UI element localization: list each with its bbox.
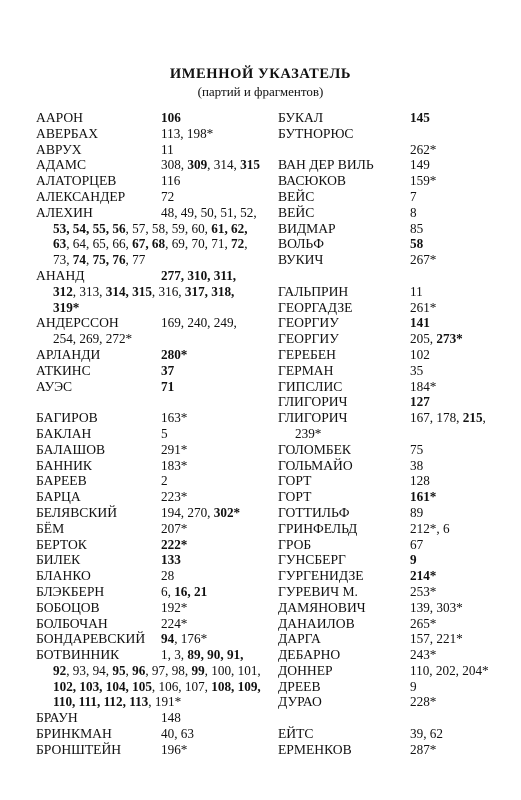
page-ref: 184*	[410, 378, 437, 394]
player-name: БРИНКМАН	[36, 726, 112, 742]
player-name: ААРОН	[36, 110, 83, 125]
index-entry	[36, 631, 261, 647]
page-ref: 39, 62	[410, 726, 443, 742]
page-ref: , 239*	[295, 410, 486, 441]
index-entry	[278, 584, 498, 600]
player-name: БРОНШТЕЙН	[36, 741, 122, 757]
page-ref-bold: 314, 315	[105, 283, 152, 299]
player-name: ГУРГЕНИДЗЕ	[278, 568, 364, 584]
player-name: ГОРТ	[278, 473, 312, 489]
player-name: БАРЦА	[36, 489, 81, 505]
page-ref: 11	[161, 141, 174, 157]
player-name: ГЕОРГАДЗЕ	[278, 299, 353, 315]
player-name: ВУКИЧ	[278, 252, 324, 268]
page-ref: 72	[161, 188, 175, 204]
page-ref: , 97, 98,	[145, 662, 192, 678]
page-ref: 228*	[410, 694, 437, 710]
index-entry	[278, 726, 498, 742]
player-name: АНДЕРССОН	[36, 315, 119, 331]
index-entry	[278, 505, 498, 521]
page-ref: 8	[410, 204, 417, 220]
page-ref: 102	[410, 346, 430, 362]
index-entry	[278, 189, 498, 205]
index-entry	[278, 742, 498, 758]
player-name: ГЕОРГИУ	[278, 315, 339, 331]
page-ref: 159*	[410, 173, 437, 189]
index-entry	[278, 537, 498, 553]
player-name: ДАНАИЛОВ	[278, 615, 355, 631]
page-ref-bold: 161*	[410, 489, 437, 505]
page-ref-bold: 9	[410, 552, 417, 568]
index-entry	[36, 189, 261, 205]
page-ref-bold: 53, 54, 55, 56	[53, 220, 126, 236]
player-name: АУЭС	[36, 378, 73, 394]
page-ref: 89	[410, 504, 424, 520]
page-ref-bold: 96	[132, 662, 146, 678]
index-entry	[36, 552, 261, 568]
page-ref: 149	[410, 157, 430, 173]
player-name: БИЛЕК	[36, 552, 81, 568]
index-group-gap	[36, 394, 261, 410]
page-ref: 85	[410, 220, 424, 236]
page-ref: 167, 178,	[410, 410, 463, 426]
player-name: ЕРМЕНКОВ	[278, 741, 352, 757]
page-ref: , 106, 107,	[151, 678, 212, 694]
index-entry	[278, 236, 498, 252]
index-entry	[278, 110, 498, 126]
player-name: ГЛИГОРИЧ	[278, 410, 348, 426]
index-entry	[278, 300, 498, 316]
index-entry	[36, 347, 261, 363]
player-name: БЛАНКО	[36, 568, 91, 584]
page-ref: , 69, 70, 71,	[165, 236, 232, 252]
page-ref: 11	[410, 283, 423, 299]
index-entry	[36, 710, 261, 726]
page-ref: 48, 49, 50, 51, 52,	[161, 204, 257, 220]
page-ref: 7	[410, 188, 417, 204]
page-ref: 291*	[161, 441, 188, 457]
page-ref: 67	[410, 536, 424, 552]
page-ref: 75	[410, 441, 424, 457]
player-name: ЕЙТС	[278, 726, 314, 742]
page-ref: ,	[85, 252, 93, 268]
page-ref: 287*	[410, 741, 437, 757]
page-ref-bold: 37	[161, 362, 175, 378]
player-name: ГОЛЬМАЙО	[278, 457, 353, 473]
index-entry	[278, 489, 498, 505]
page-ref-bold: 277, 310, 311, 312	[53, 267, 237, 299]
index-entry	[278, 252, 498, 268]
page-ref: 110, 202, 204*	[410, 662, 489, 678]
index-group-gap	[278, 268, 498, 284]
index-entry	[278, 600, 498, 616]
player-name: БОНДАРЕВСКИЙ	[36, 631, 146, 647]
page-ref-bold: 102, 103, 104, 105	[53, 678, 152, 694]
page-ref: 267*	[410, 252, 437, 268]
index-entry	[278, 394, 498, 410]
page-ref-bold: 16, 21	[174, 583, 208, 599]
page-ref: 35	[410, 362, 424, 378]
index-entry	[36, 315, 261, 347]
page-ref-bold: 133	[161, 552, 181, 568]
index-entry	[36, 426, 261, 442]
page-ref-bold: 317, 318, 319*	[53, 283, 235, 315]
index-title: ИМЕННОЙ УКАЗАТЕЛЬ	[169, 66, 352, 82]
player-name: ДОННЕР	[278, 662, 333, 678]
page-ref: 148	[161, 710, 181, 726]
index-entry	[36, 473, 261, 489]
index-entry	[36, 647, 261, 710]
player-name: ВИДМАР	[278, 220, 336, 236]
index-entry	[278, 205, 498, 221]
player-name: ГОЛОМБЕК	[278, 441, 351, 457]
page-ref: 5	[161, 425, 168, 441]
index-entry	[36, 126, 261, 142]
player-name: ДАРГА	[278, 631, 321, 647]
index-entry	[36, 157, 261, 173]
index-entry	[278, 552, 498, 568]
player-name: ГИПСЛИС	[278, 378, 343, 394]
index-entry	[36, 268, 261, 315]
player-name: ГЕРМАН	[278, 362, 334, 378]
index-entry	[278, 631, 498, 647]
page-ref-bold: 58	[410, 236, 424, 252]
page-ref-bold: 71	[161, 378, 175, 394]
page-ref: 9	[410, 678, 417, 694]
page-ref: 265*	[410, 615, 437, 631]
index-entry	[278, 647, 498, 663]
page-ref: 6,	[161, 583, 175, 599]
index-entry	[278, 679, 498, 695]
player-name: ГУНСБЕРГ	[278, 552, 346, 568]
player-name: ДЕБАРНО	[278, 647, 341, 663]
player-name: ГАЛЬПРИН	[278, 283, 349, 299]
page-ref: 194, 270,	[161, 504, 214, 520]
page-ref: 205,	[410, 331, 437, 347]
page-ref: , 64, 65, 66,	[66, 236, 133, 252]
page-ref: 163*	[161, 410, 188, 426]
index-entry	[278, 173, 498, 189]
index-entry	[278, 616, 498, 632]
page-ref-bold: 72	[231, 236, 245, 252]
index-entry	[36, 521, 261, 537]
index-entry	[36, 205, 261, 268]
player-name: ДРЕЕВ	[278, 678, 321, 694]
index-entry	[278, 410, 498, 442]
page-ref-bold: 94	[161, 631, 175, 647]
player-name: БАЛАШОВ	[36, 441, 106, 457]
index-entry	[36, 442, 261, 458]
page-ref: , 313,	[72, 283, 106, 299]
page-ref-bold: 67, 68	[132, 236, 166, 252]
page-ref: 2	[161, 473, 168, 489]
index-entry	[278, 347, 498, 363]
page-ref: 207*	[161, 520, 188, 536]
page-ref-bold: 95	[112, 662, 126, 678]
page-ref-bold: 75, 76	[92, 252, 126, 268]
page-ref: 183*	[161, 457, 188, 473]
player-name: БАКЛАН	[36, 425, 92, 441]
index-entry	[278, 473, 498, 489]
page-ref: , 77	[125, 252, 146, 268]
index-entry	[36, 410, 261, 426]
page-ref: 308,	[161, 157, 188, 173]
player-name: ГУРЕВИЧ М.	[278, 583, 358, 599]
player-name: АДАМС	[36, 157, 87, 173]
index-entry	[278, 379, 498, 395]
page-ref: 261*	[410, 299, 437, 315]
page-ref-bold: 222*	[161, 536, 188, 552]
page-ref: , 191*	[148, 694, 182, 710]
index-entry	[36, 537, 261, 553]
page-ref: , 73,	[53, 236, 248, 268]
player-name: БРАУН	[36, 710, 78, 726]
index-entry	[278, 458, 498, 474]
page-ref: 223*	[161, 489, 188, 505]
index-entry	[36, 173, 261, 189]
page-ref: 169, 240, 249, 254, 269, 272*	[53, 315, 237, 347]
player-name: БЕЛЯВСКИЙ	[36, 504, 118, 520]
page-ref: 196*	[161, 741, 188, 757]
player-name: ГЛИГОРИЧ	[278, 394, 348, 410]
page-ref-bold: 106	[161, 110, 181, 125]
page-ref-bold: 89, 90, 91, 92	[53, 647, 244, 678]
player-name: БЛЭКБЕРН	[36, 583, 105, 599]
player-name: ГРИНФЕЛЬД	[278, 520, 358, 536]
index-entry	[36, 489, 261, 505]
index-entry	[36, 379, 261, 395]
player-name: ВЕЙС	[278, 204, 315, 220]
player-name: БАННИК	[36, 457, 92, 473]
index-entry	[36, 616, 261, 632]
index-entry	[278, 157, 498, 173]
page-ref: 139, 303*	[410, 599, 463, 615]
page-ref: 128	[410, 473, 430, 489]
page-ref-bold: 315	[240, 157, 260, 173]
index-subtitle: (партий и фрагментов)	[197, 84, 324, 99]
page-ref-bold: 108, 109, 110, 111, 112, 113	[53, 678, 261, 710]
page-ref: 243*	[410, 647, 437, 663]
player-name: ВОЛЬФ	[278, 236, 324, 252]
page-ref-bold: 99	[191, 662, 205, 678]
player-name: БОЛБОЧАН	[36, 615, 108, 631]
player-name: БАРЕЕВ	[36, 473, 87, 489]
index-entry	[278, 363, 498, 379]
player-name: ВАН ДЕР ВИЛЬ	[278, 157, 374, 173]
index-entry	[36, 600, 261, 616]
index-entry	[36, 142, 261, 158]
index-entry	[36, 568, 261, 584]
page-ref: , 314,	[207, 157, 241, 173]
page-ref: ,	[125, 662, 133, 678]
page-ref: 40, 63	[161, 726, 194, 742]
index-entry	[36, 363, 261, 379]
player-name: АНАНД	[36, 267, 85, 283]
player-name: БЕРТОК	[36, 536, 87, 552]
player-name: ДУРАО	[278, 694, 322, 710]
page-ref-bold: 74	[72, 252, 86, 268]
player-name: АВЕРБАХ	[36, 125, 99, 141]
player-name: АЛЕХИН	[36, 204, 93, 220]
index-column-left	[36, 110, 261, 758]
index-entry	[278, 442, 498, 458]
index-entry	[278, 126, 498, 158]
page-ref: , 316,	[151, 283, 185, 299]
player-name: АВРУХ	[36, 141, 82, 157]
index-entry	[278, 331, 498, 347]
page-ref: 262*	[410, 141, 437, 157]
page-ref: 28	[161, 568, 175, 584]
player-name: АЛАТОРЦЕВ	[36, 173, 117, 189]
index-entry	[278, 694, 498, 710]
page-ref-bold: 273*	[436, 331, 463, 347]
page-ref-bold: 302*	[213, 504, 241, 520]
page-ref: , 100, 101,	[204, 662, 261, 678]
page-ref: 192*	[161, 599, 188, 615]
page-numbers	[36, 521, 261, 537]
index-entry	[36, 742, 261, 758]
index-entry	[278, 221, 498, 237]
page-ref: 113, 198*	[161, 125, 214, 141]
page-ref: , 176*	[174, 631, 208, 647]
index-entry	[278, 315, 498, 331]
page-ref-bold: 215	[462, 410, 483, 426]
player-name: ВАСЮКОВ	[278, 173, 347, 189]
index-entry	[36, 505, 261, 521]
player-name: ГЕОРГИУ	[278, 331, 339, 347]
page-ref-bold: 141	[410, 315, 430, 331]
player-name: БУТНОРЮС	[278, 125, 354, 141]
player-name: АТКИНС	[36, 362, 91, 378]
player-name: БУКАЛ	[278, 110, 324, 125]
index-column-right	[278, 110, 498, 758]
player-name: БОБОЦОВ	[36, 599, 100, 615]
player-name: БОТВИННИК	[36, 647, 120, 663]
index-group-gap	[278, 710, 498, 726]
index-entry	[36, 110, 261, 126]
player-name: БАГИРОВ	[36, 410, 98, 426]
page-ref-bold: 127	[410, 394, 430, 410]
page-ref: 116	[161, 173, 181, 189]
player-name: ДАМЯНОВИЧ	[278, 599, 366, 615]
player-name: ВЕЙС	[278, 188, 315, 204]
player-name: ГЕРЕБЕН	[278, 346, 336, 362]
page-ref: 212*, 6	[410, 520, 450, 536]
index-entry	[36, 458, 261, 474]
index-entry	[36, 726, 261, 742]
player-name: АЛЕКСАНДЕР	[36, 188, 126, 204]
player-name: ГОРТ	[278, 489, 312, 505]
page-ref: 157, 221*	[410, 631, 463, 647]
page-ref-bold: 61, 62, 63	[53, 220, 248, 252]
index-entry	[278, 568, 498, 584]
page-ref-bold: 145	[410, 110, 430, 125]
index-entry	[278, 284, 498, 300]
page-ref: 38	[410, 457, 424, 473]
index-entry	[36, 584, 261, 600]
page-ref: , 57, 58, 59, 60,	[125, 220, 212, 236]
player-name: АРЛАНДИ	[36, 346, 101, 362]
player-name: ГРОБ	[278, 536, 312, 552]
page-ref: 224*	[161, 615, 188, 631]
page-ref: 1, 3,	[161, 647, 188, 663]
player-name: БЁМ	[36, 520, 65, 536]
page-ref: , 93, 94,	[66, 662, 113, 678]
page-ref-bold: 309	[187, 157, 208, 173]
index-entry	[278, 521, 498, 537]
page-ref-bold: 280*	[161, 346, 188, 362]
page-ref-bold: 214*	[410, 568, 437, 584]
player-name: ГОТТИЛЬФ	[278, 504, 350, 520]
page-ref: 253*	[410, 583, 437, 599]
index-entry	[278, 663, 498, 679]
